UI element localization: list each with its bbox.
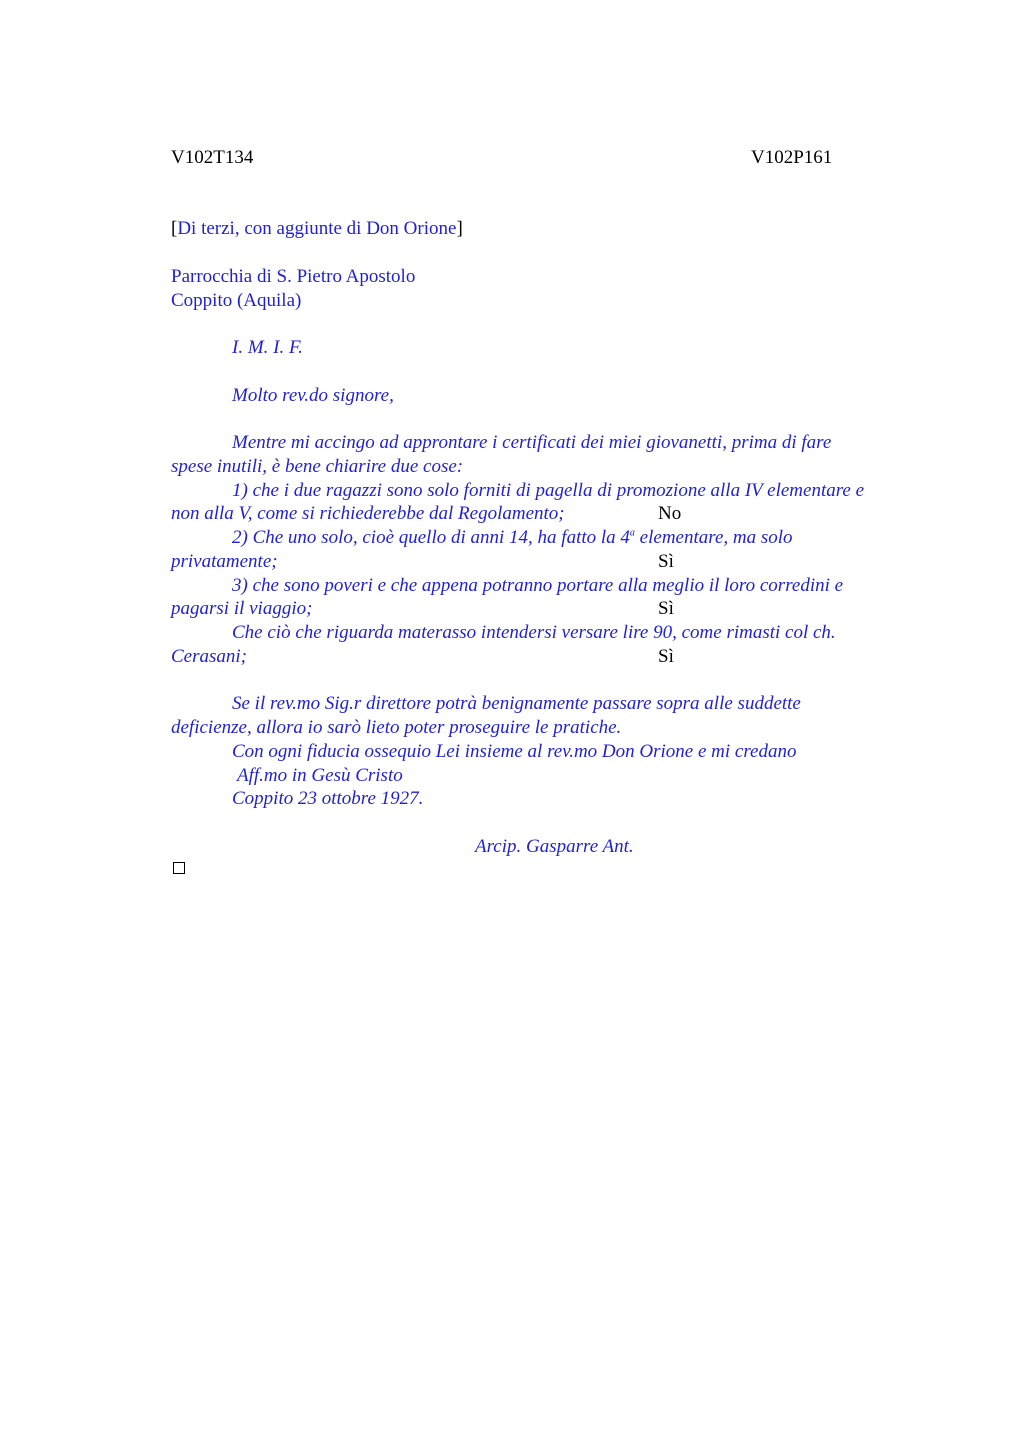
item-1-line-2: non alla V, come si richiederebbe dal Regolamento; [171, 503, 565, 524]
item-3-line-2: pagarsi il viaggio; [171, 598, 313, 619]
document-code-left: V102T134 [171, 147, 254, 168]
editorial-note [171, 217, 463, 241]
item-1-line-1: 1) che i due ragazzi sono solo forniti di pagella di promozione alla IV elementare e [232, 480, 865, 501]
closing-line-1: Con ogni fiducia ossequio Lei insieme al rev.mo Don Orione e mi credano [232, 741, 797, 762]
item-2-line-2: privatamente; [171, 551, 278, 572]
salutation: Molto rev.do signore, [232, 385, 394, 406]
item-2-superscript: a [629, 527, 635, 539]
invocation: I. M. I. F. [232, 337, 303, 358]
answer-4: Sì [658, 646, 674, 667]
sender-place: Coppito (Aquila) [171, 290, 302, 311]
signature: Arcip. Gasparre Ant. [475, 836, 634, 857]
answer-2: Sì [658, 551, 674, 572]
closing-line-2: Aff.mo in Gesù Cristo [237, 765, 403, 786]
intro-line-2: spese inutili, è bene chiarire due cose: [171, 456, 464, 477]
item-4-line-1: Che ciò che riguarda materasso intendersi versare lire 90, come rimasti col ch. [232, 622, 836, 643]
place-date: Coppito 23 ottobre 1927. [232, 788, 424, 809]
item-3-line-1: 3) che sono poveri e che appena potranno portare alla meglio il loro corredini e [232, 575, 844, 596]
note-text: Di terzi, con aggiunte di Don Orione [177, 218, 457, 239]
item-4-line-2: Cerasani; [171, 646, 247, 667]
paragraph-2-line-2: deficienze, allora io sarò lieto poter proseguire le pratiche. [171, 717, 622, 738]
end-marker-box [173, 862, 185, 874]
note-close-bracket: ] [456, 218, 463, 239]
item-2-text-b: elementare, ma solo [634, 527, 793, 548]
answer-3: Sì [658, 598, 674, 619]
sender-parish: Parrocchia di S. Pietro Apostolo [171, 266, 416, 287]
item-2-line-1 [232, 526, 793, 550]
note-open-bracket: [ [171, 218, 178, 239]
answer-1: No [658, 503, 682, 524]
paragraph-2-line-1: Se il rev.mo Sig.r direttore potrà benignamente passare sopra alle suddette [232, 693, 801, 714]
document-code-right: V102P161 [751, 147, 833, 168]
intro-line-1: Mentre mi accingo ad approntare i certificati dei miei giovanetti, prima di fare [232, 432, 832, 453]
item-2-text-a: 2) Che uno solo, cioè quello di anni 14, ha fatto la 4 [232, 527, 630, 548]
